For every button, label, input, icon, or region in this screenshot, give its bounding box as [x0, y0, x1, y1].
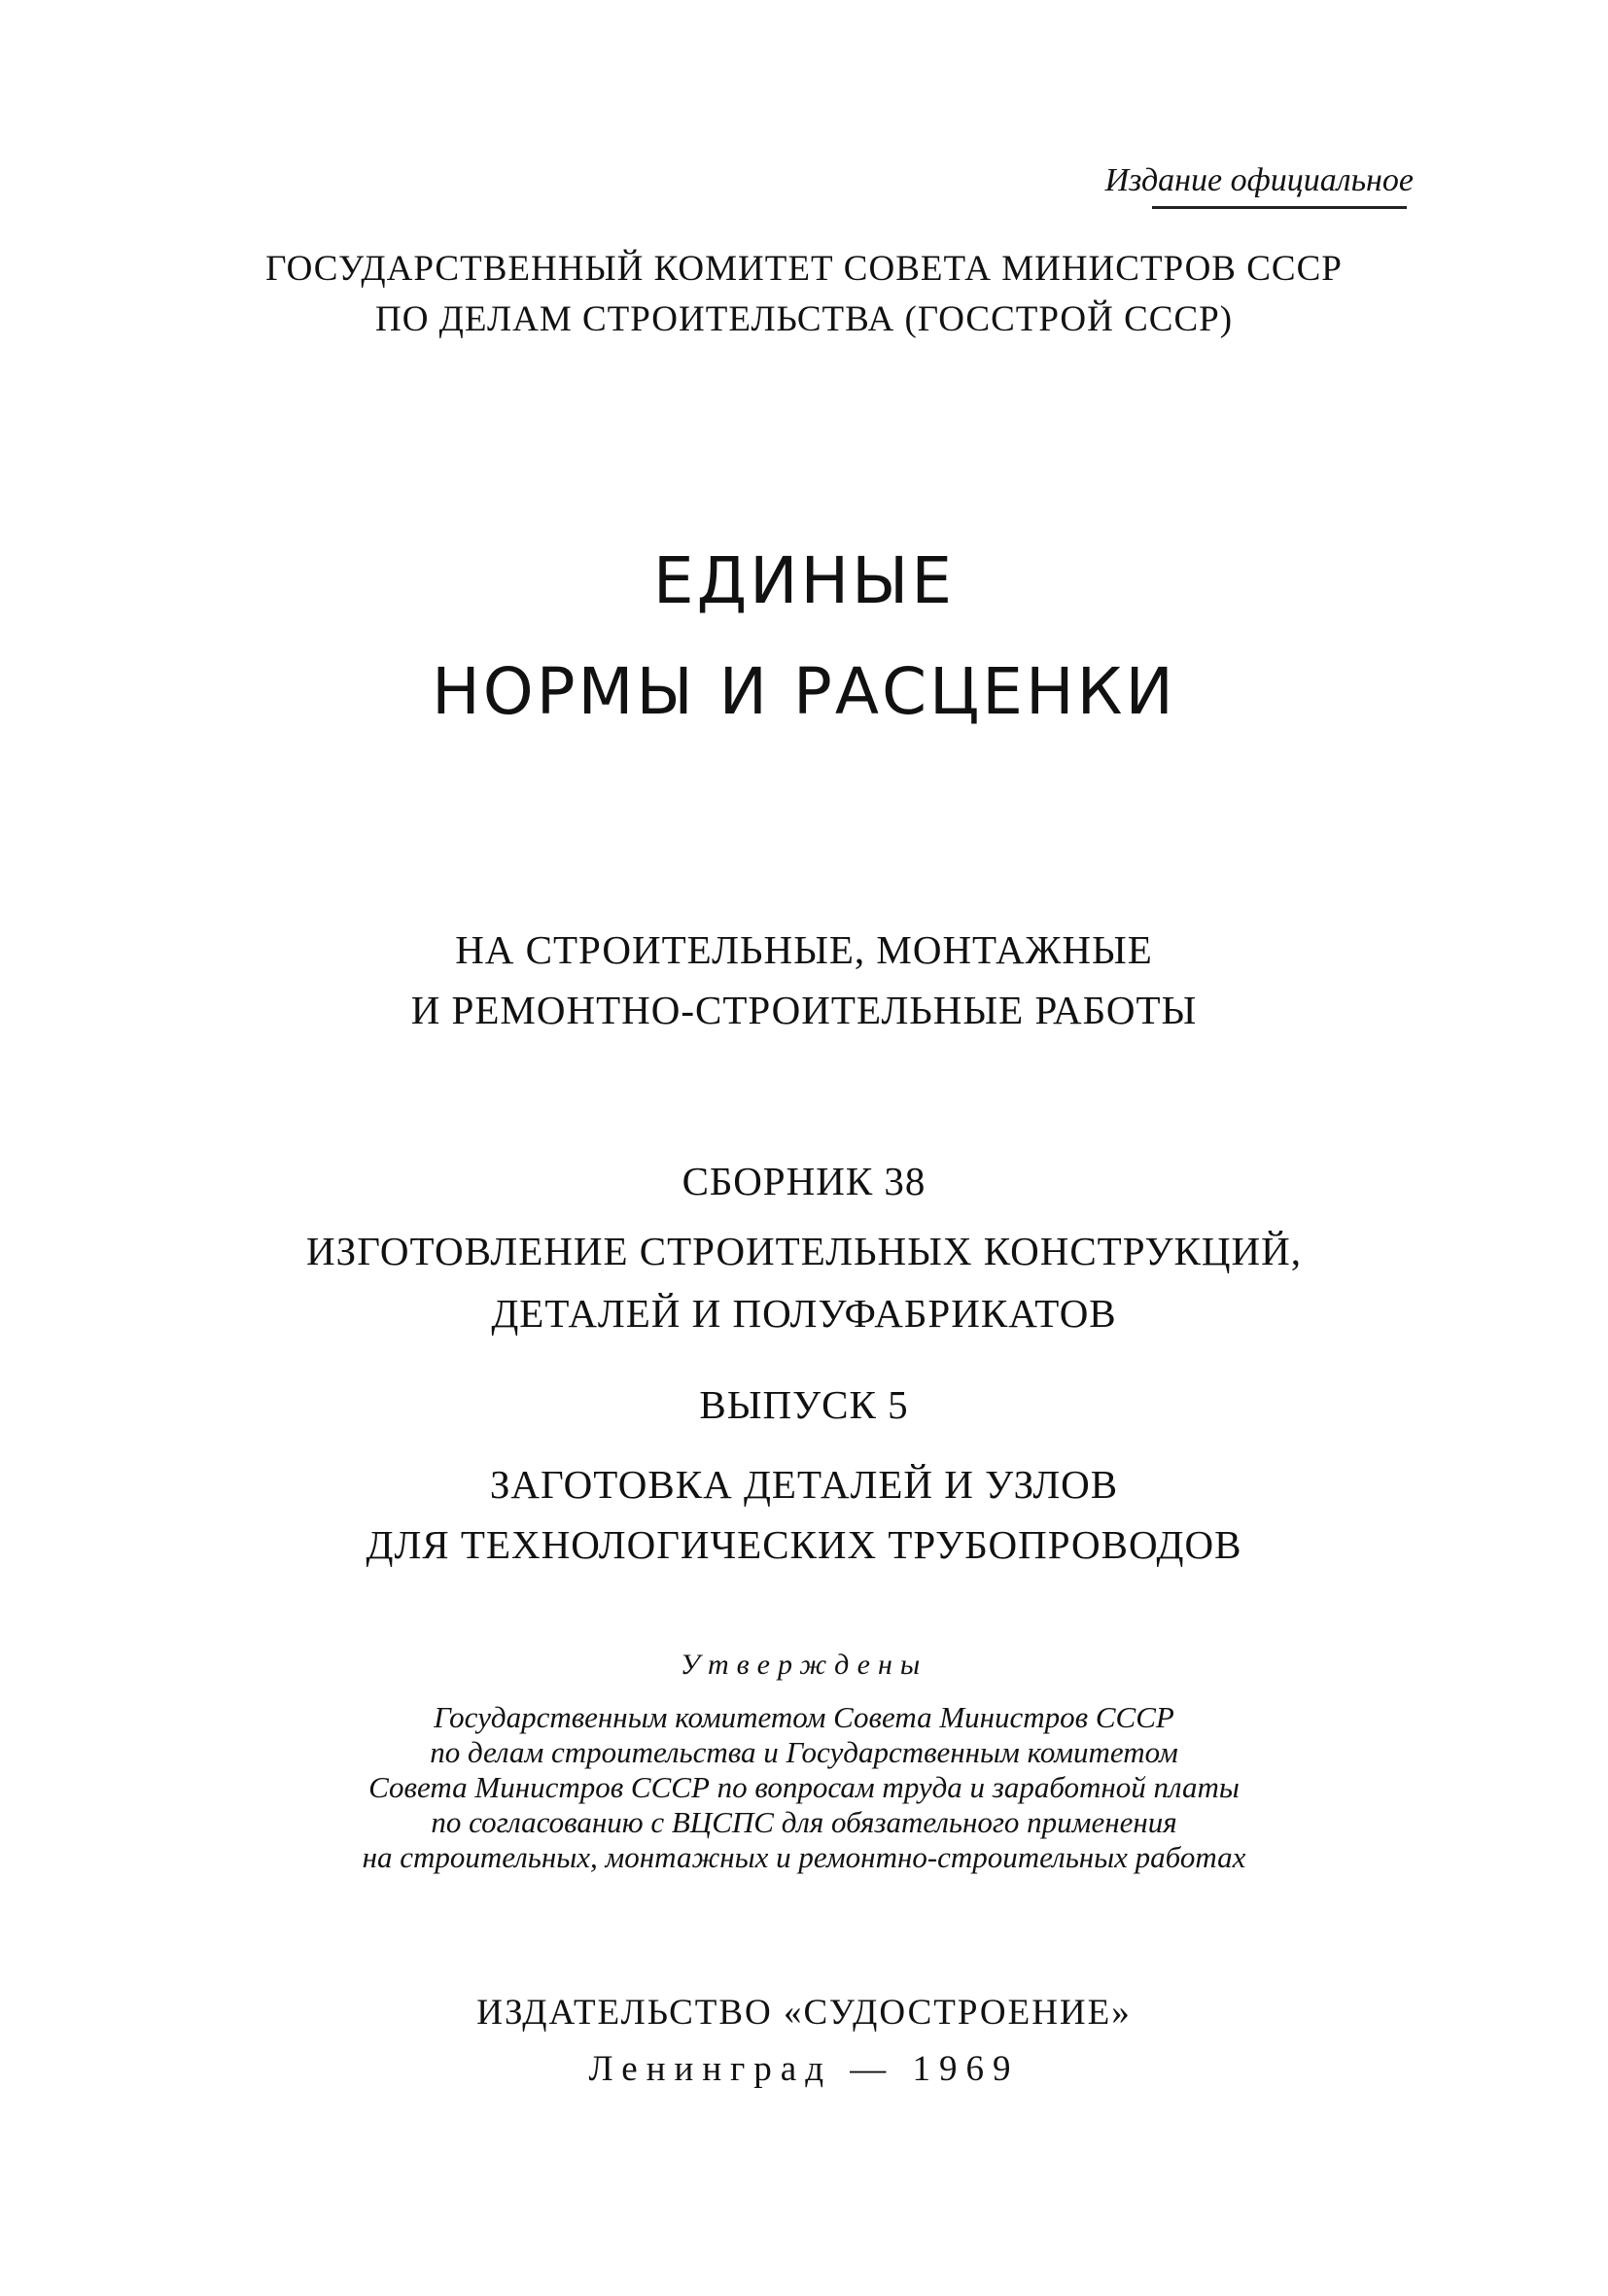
main-title-line-2: НОРМЫ И РАСЦЕНКИ — [432, 654, 1176, 729]
publisher-name: ИЗДАТЕЛЬСТВО «СУДОСТРОЕНИЕ» — [476, 1993, 1132, 2033]
publisher-city-year: Ленинград — 1969 — [588, 2049, 1020, 2089]
issue-name-line-2: ДЛЯ ТЕХНОЛОГИЧЕСКИХ ТРУБОПРОВОДОВ — [366, 1522, 1242, 1567]
ministry-line-1: ГОСУДАРСТВЕННЫЙ КОМИТЕТ СОВЕТА МИНИСТРОВ СССР — [265, 249, 1343, 289]
ministry-line-2: ПО ДЕЛАМ СТРОИТЕЛЬСТВА (ГОССТРОЙ СССР) — [374, 299, 1234, 339]
approval-line-3: Совета Министров СССР по вопросам труда и заработной платы — [368, 1770, 1240, 1804]
scope-line-2: И РЕМОНТНО-СТРОИТЕЛЬНЫЕ РАБОТЫ — [410, 988, 1198, 1032]
scope-line-1: НА СТРОИТЕЛЬНЫЕ, МОНТАЖНЫЕ — [455, 927, 1153, 972]
edition-underline — [1152, 206, 1407, 209]
approval-line-2: по делам строительства и Государственным комитетом — [430, 1735, 1178, 1769]
issue-label: ВЫПУСК 5 — [699, 1382, 909, 1427]
approval-heading: Утверждены — [680, 1649, 928, 1681]
approval-line-4: по согласованию с ВЦСПС для обязательного применения — [431, 1805, 1177, 1839]
main-title-line-1: ЕДИНЫЕ — [652, 543, 956, 618]
approval-line-1: Государственным комитетом Совета Министров СССР — [434, 1700, 1174, 1734]
collection-name-line-1: ИЗГОТОВЛЕНИЕ СТРОИТЕЛЬНЫХ КОНСТРУКЦИЙ, — [306, 1229, 1302, 1273]
approval-line-5: на строительных, монтажных и ремонтно-строительных работах — [362, 1840, 1246, 1874]
collection-label: СБОРНИК 38 — [682, 1159, 926, 1203]
collection-name-line-2: ДЕТАЛЕЙ И ПОЛУФАБРИКАТОВ — [491, 1291, 1117, 1336]
issue-name-line-1: ЗАГОТОВКА ДЕТАЛЕЙ И УЗЛОВ — [489, 1462, 1119, 1507]
edition-note: Издание официальное — [1104, 162, 1414, 198]
